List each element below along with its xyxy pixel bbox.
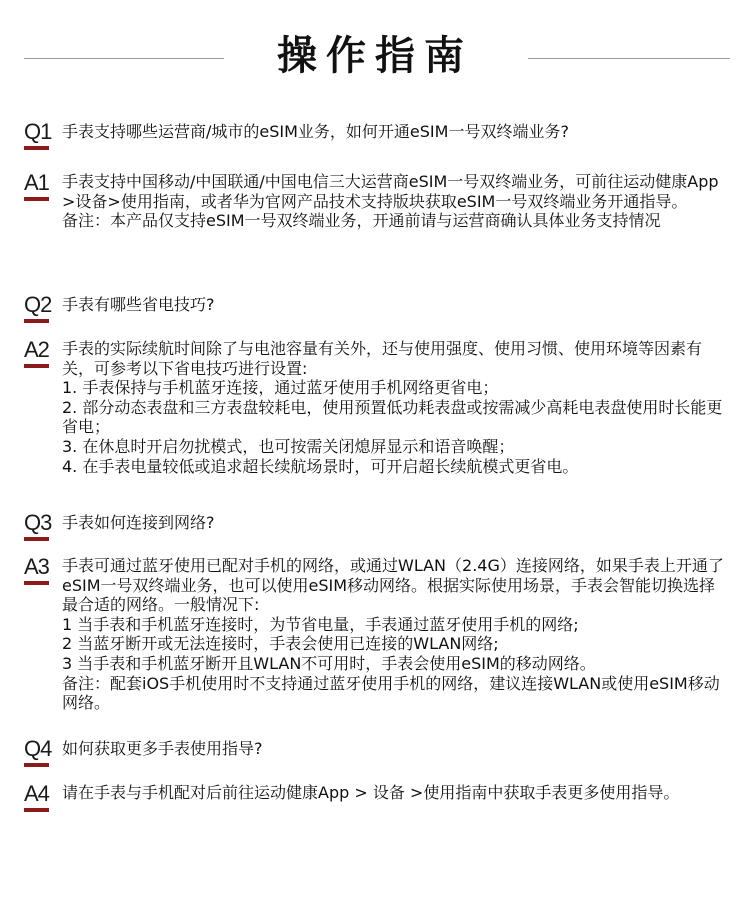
q-mark: Q1 <box>24 119 52 144</box>
answer-line: 备注：配套iOS手机使用时不支持通过蓝牙使用手机的网络，建议连接WLAN或使用eSIM移动网络。 <box>62 673 720 713</box>
question-text: 手表有哪些省电技巧? <box>62 295 215 314</box>
a-mark: A1 <box>24 170 49 195</box>
page-title: 操作指南 <box>277 33 473 79</box>
a-mark: A3 <box>24 554 49 579</box>
question-text: 手表支持哪些运营商/城市的eSIM业务，如何开通eSIM一号双终端业务? <box>62 122 569 141</box>
answer-line: 1. 手表保持与手机蓝牙连接，通过蓝牙使用手机网络更省电； <box>62 378 499 398</box>
answer-line: 2 当蓝牙断开或无法连接时，手表会使用已连接的WLAN网络; <box>62 634 499 654</box>
answer-text <box>62 783 730 803</box>
answer-line: 手表的实际续航时间除了与电池容量有关外，还与使用强度、使用习惯、使用环境等因素有关，可参考以下省电技巧进行设置: <box>62 339 703 378</box>
answer-line: 4. 在手表电量较低或追求超长续航场景时，可开启超长续航模式更省电。 <box>62 456 579 476</box>
answer-line: 3. 在休息时开启勿扰模式，也可按需关闭熄屏显示和语音唤醒； <box>62 436 515 456</box>
question-text: 如何获取更多手表使用指导? <box>62 739 263 758</box>
answer-line: 2. 部分动态表盘和三方表盘较耗电，使用预置低功耗表盘或按需减少高耗电表盘使用时长能更省电； <box>62 397 723 437</box>
title-right-rule <box>528 58 730 59</box>
answer-line: 手表支持中国移动/中国联通/中国电信三大运营商eSIM一号双终端业务，可前往运动健康App>设备>使用指南，或者华为官网产品技术支持版块获取eSIM一号双终端业务开通指导。 <box>62 172 719 211</box>
q-mark: Q2 <box>24 292 52 317</box>
a-mark: A2 <box>24 337 49 362</box>
answer-line: 3 当手表和手机蓝牙断开且WLAN不可用时，手表会使用eSIM的移动网络。 <box>62 653 596 673</box>
answer-text <box>62 339 730 476</box>
q-mark: Q4 <box>24 736 52 761</box>
question-text: 手表如何连接到网络? <box>62 513 215 532</box>
a-mark: A4 <box>24 781 49 806</box>
answer-text <box>62 172 730 231</box>
answer-line: 备注：本产品仅支持eSIM一号双终端业务，开通前请与运营商确认具体业务支持情况 <box>62 211 661 231</box>
header <box>0 0 750 110</box>
answer-line: 手表可通过蓝牙使用已配对手机的网络，或通过WLAN（2.4G）连接网络，如果手表上开通了eSIM一号双终端业务，也可以使用eSIM移动网络。根据实际使用场景，手表会智能切换选择最合适的网络。一般情况下: <box>62 556 724 615</box>
answer-line: 请在手表与手机配对后前往运动健康App > 设备 >使用指南中获取手表更多使用指导。 <box>62 783 680 802</box>
answer-line: 1 当手表和手机蓝牙连接时，为节省电量，手表通过蓝牙使用手机的网络; <box>62 614 579 634</box>
q-mark: Q3 <box>24 510 52 535</box>
answer-text <box>62 556 730 713</box>
